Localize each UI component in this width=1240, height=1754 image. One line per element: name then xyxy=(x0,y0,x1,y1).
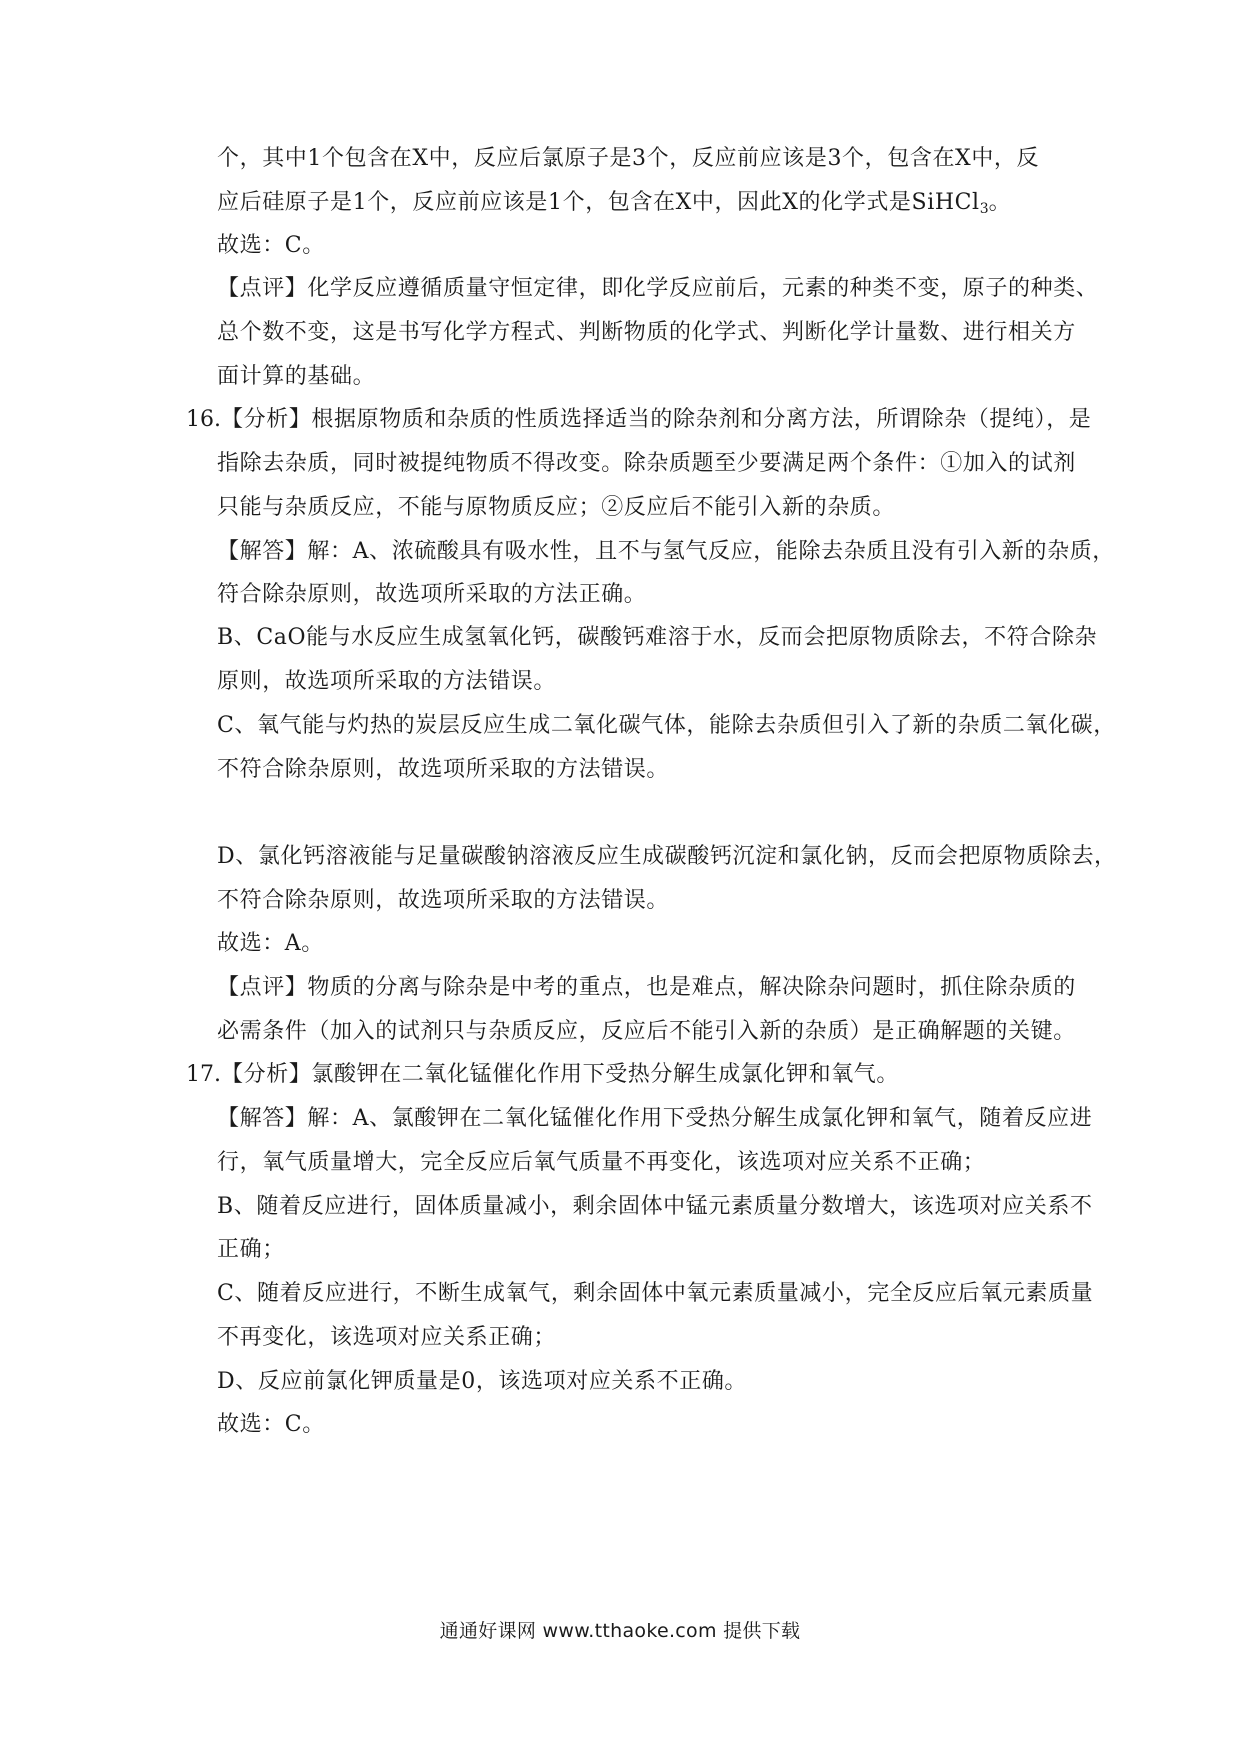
page-footer: 通通好课网 www.tthaoke.com 提供下载 xyxy=(439,1620,801,1642)
text-line: 符合除杂原则，故选项所采取的方法正确。 xyxy=(217,582,647,607)
subscript: 3 xyxy=(979,201,989,217)
text-line xyxy=(217,188,1011,224)
text-line: 【点评】物质的分离与除杂是中考的重点，也是难点，解决除杂问题时，抓住除杂质的 xyxy=(217,975,1076,1000)
text-line: D、反应前氯化钾质量是0，该选项对应关系不正确。 xyxy=(217,1369,748,1394)
text-line: B、CaO能与水反应生成氢氧化钙，碳酸钙难溶于水，反而会把原物质除去，不符合除杂 xyxy=(217,625,1098,650)
text-line: 必需条件（加入的试剂只与杂质反应，反应后不能引入新的杂质）是正确解题的关键。 xyxy=(217,1019,1076,1044)
question-number: 17. xyxy=(186,1062,221,1087)
text-line: C、氧气能与灼热的炭层反应生成二氧化碳气体，能除去杂质但引入了新的杂质二氧化碳， xyxy=(217,713,1116,738)
text-line: 【分析】根据原物质和杂质的性质选择适当的除杂剂和分离方法，所谓除杂（提纯），是 xyxy=(221,407,1092,432)
text-line: 故选：A。 xyxy=(217,931,324,956)
text-line: B、随着反应进行，固体质量减小，剩余固体中锰元素质量分数增大，该选项对应关系不 xyxy=(217,1194,1093,1219)
text-line: 【点评】化学反应遵循质量守恒定律，即化学反应前后，元素的种类不变，原子的种类、 xyxy=(217,276,1099,301)
text-line: 【解答】解：A、氯酸钾在二氧化锰催化作用下受热分解生成氯化钾和氧气，随着反应进 xyxy=(217,1106,1093,1131)
text-line: 不符合除杂原则，故选项所采取的方法错误。 xyxy=(217,757,670,782)
text-line: 只能与杂质反应，不能与原物质反应；②反应后不能引入新的杂质。 xyxy=(217,495,896,520)
text-fragment: 应后硅原子是1个，反应前应该是1个，包含在X中，因此X的化学式是SiHCl xyxy=(217,190,980,215)
text-line: 指除去杂质，同时被提纯物质不得改变。除杂质题至少要满足两个条件：①加入的试剂 xyxy=(217,451,1076,476)
question-number: 16. xyxy=(186,407,221,432)
text-line: 【解答】解：A、浓硫酸具有吸水性，且不与氢气反应，能除去杂质且没有引入新的杂质， xyxy=(217,539,1115,564)
text-line: 【分析】氯酸钾在二氧化锰催化作用下受热分解生成氯化钾和氧气。 xyxy=(221,1062,900,1087)
text-line: 故选：C。 xyxy=(217,233,325,258)
text-line: 不再变化，该选项对应关系正确； xyxy=(217,1325,557,1350)
text-fragment: 。 xyxy=(988,190,1012,215)
text-line: D、氯化钙溶液能与足量碳酸钠溶液反应生成碳酸钙沉淀和氯化钠，反而会把原物质除去， xyxy=(217,844,1117,869)
text-line: 不符合除杂原则，故选项所采取的方法错误。 xyxy=(217,888,670,913)
text-line: 故选：C。 xyxy=(217,1412,325,1437)
text-line: 原则，故选项所采取的方法错误。 xyxy=(217,669,557,694)
text-line: 面计算的基础。 xyxy=(217,364,376,389)
text-line: C、随着反应进行，不断生成氧气，剩余固体中氧元素质量减小，完全反应后氧元素质量 xyxy=(217,1281,1094,1306)
text-line: 正确； xyxy=(217,1237,285,1262)
text-line: 个，其中1个包含在X中，反应后氯原子是3个，反应前应该是3个，包含在X中，反 xyxy=(217,146,1040,171)
text-line: 行，氧气质量增大，完全反应后氧气质量不再变化，该选项对应关系不正确； xyxy=(217,1150,986,1175)
text-line: 总个数不变，这是书写化学方程式、判断物质的化学式、判断化学计量数、进行相关方 xyxy=(217,320,1076,345)
